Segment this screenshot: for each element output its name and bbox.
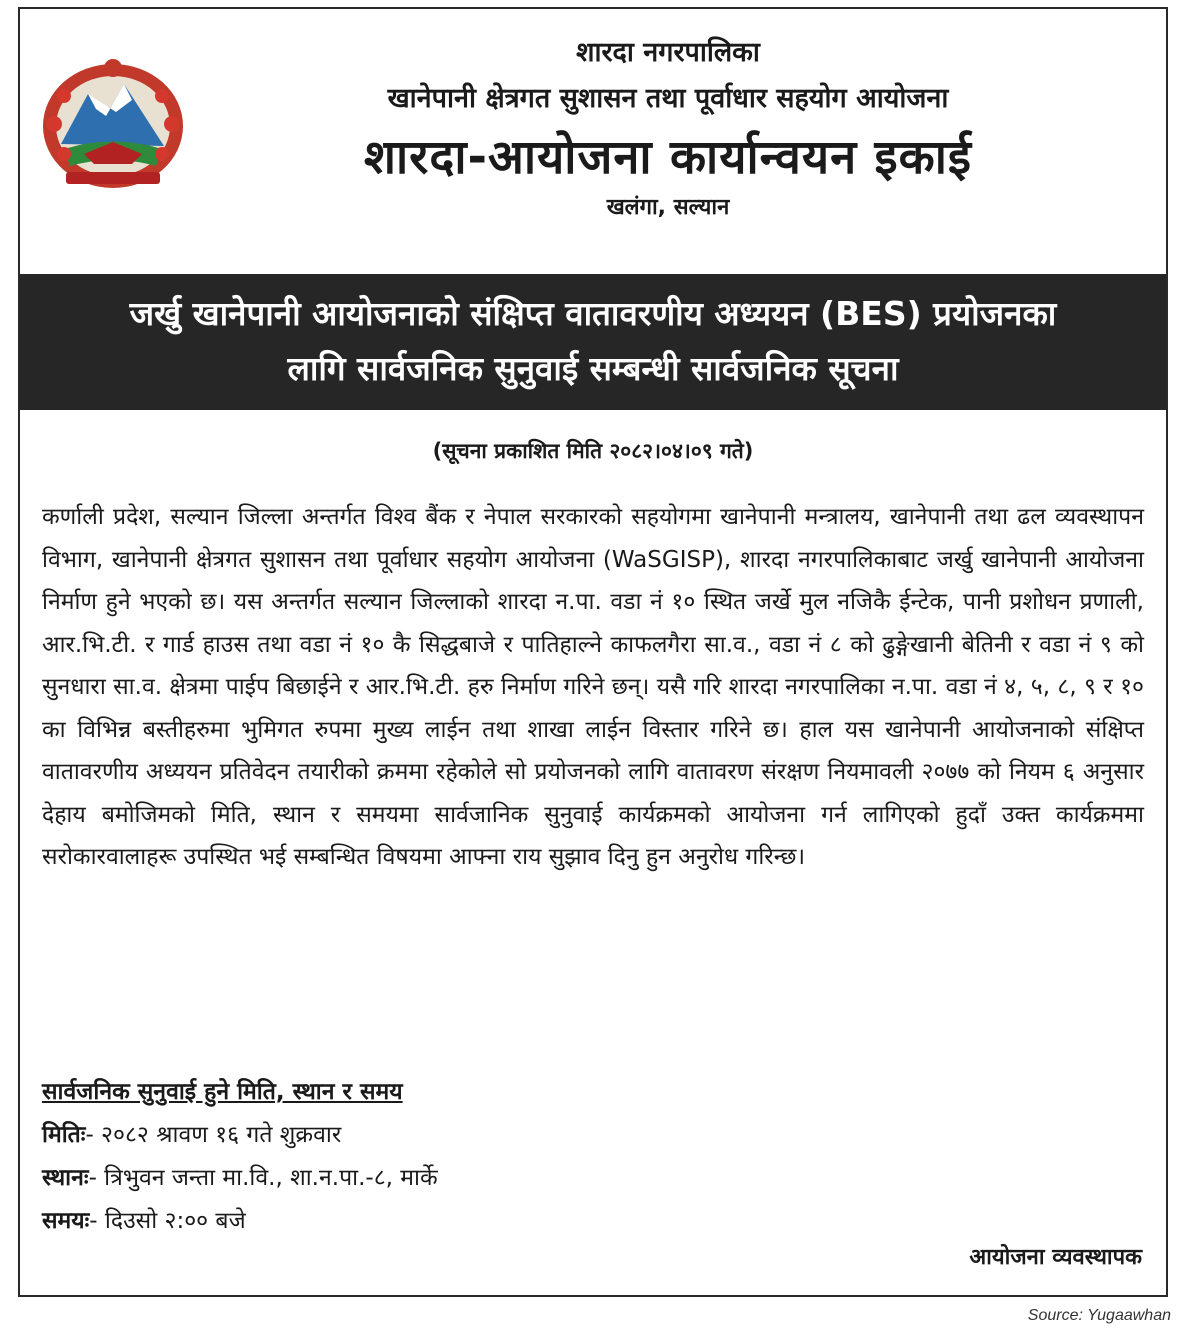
letterhead <box>170 35 1166 223</box>
notice-frame <box>18 7 1168 1297</box>
banner-line-1: जर्खु खानेपानी आयोजनाको संक्षिप्त वातावरणीय अध्ययन (BES) प्रयोजनका <box>129 294 1057 333</box>
schedule-place <box>42 1157 438 1200</box>
nepal-emblem-icon <box>36 54 190 194</box>
project-name: खानेपानी क्षेत्रगत सुशासन तथा पूर्वाधार सहयोग आयोजना <box>387 83 949 114</box>
time-value: - दिउसो २:०० बजे <box>89 1208 246 1234</box>
place-value: - त्रिभुवन जन्ता मा.वि., शा.न.पा.-८, मार्के <box>88 1165 438 1191</box>
banner-line-2: लागि सार्वजनिक सुनुवाई सम्बन्धी सार्वजनिक सूचना <box>287 349 899 388</box>
place-label: स्थानः <box>42 1165 89 1191</box>
source-credit: Source: Yugaawhan <box>1027 1307 1171 1324</box>
schedule-time <box>42 1200 438 1243</box>
hearing-schedule <box>42 1071 438 1243</box>
notice-title-banner <box>20 274 1166 410</box>
notice-body: कर्णाली प्रदेश, सल्यान जिल्ला अन्तर्गत विश्व बैंक र नेपाल सरकारको सहयोगमा खानेपानी मन्त्रालय, खानेपानी तथा ढल व्यवस्थापन विभाग, खानेपानी क्षेत्रगत सुशासन तथा पूर्वाधार सहयोग आयोजना (WaSGISP), शारदा नगरपालिकाबाट जर्खु खानेपानी आयोजना निर्माण हुने भएको छ। यस अन्तर्गत सल्यान जिल्लाको शारदा न.पा. वडा नं १० स्थित जर्खे मुल नजिकै ईन्टेक, पानी प्रशोधन प्रणाली, आर.भि.टी. र गार्ड हाउस तथा वडा नं १० कै सिद्धबाजे र पातिहाल्ने काफलगैरा सा.व., वडा नं ८ को ढुङ्गेखानी बेतिनी र वडा नं ९ को सुनधारा सा.व. क्षेत्रमा पाईप बिछाईने र आर.भि.टी. हरु निर्माण गरिने छन्। यसै गरि शारदा नगरपालिका न.पा. वडा नं ४, ५, ८, ९ र १० का विभिन्न बस्तीहरुमा भुमिगत रुपमा मुख्य लाईन तथा शाखा लाईन विस्तार गरिने छ। हाल यस खानेपानी आयोजनाको संक्षिप्त वातावरणीय अध्ययन प्रतिवेदन तयारीको क्रममा रहेकोले सो प्रयोजनको लागि वातावरण संरक्षण नियमावली २०७७ को नियम ६ अनुसार देहाय बमोजिमको मिति, स्थान र समयमा सार्वजानिक सुनुवाई कार्यक्रमको आयोजना गर्न लागिएको हुदाँ उक्त कार्यक्रममा सरोकारवालाहरू उपस्थित भई सम्बन्धित विषयमा आफ्ना राय सुझाव दिनु हुन अनुरोध गरिन्छ। <box>42 504 1144 870</box>
location: खलंगा, सल्यान <box>606 195 730 220</box>
unit-name: शारदा-आयोजना कार्यान्वयन इकाई <box>364 130 972 185</box>
schedule-heading: सार्वजनिक सुनुवाई हुने मिति, स्थान र समय <box>42 1079 403 1105</box>
signature: आयोजना व्यवस्थापक <box>969 1245 1142 1270</box>
org-name: शारदा नगरपालिका <box>576 37 760 68</box>
schedule-date <box>42 1114 438 1157</box>
date-value: - २०८२ श्रावण १६ गते शुक्रवार <box>85 1122 342 1148</box>
date-label: मितिः <box>42 1122 86 1148</box>
publication-date: (सूचना प्रकाशित मिति २०८२।०४।०९ गते) <box>432 439 754 463</box>
time-label: समयः <box>42 1208 90 1234</box>
